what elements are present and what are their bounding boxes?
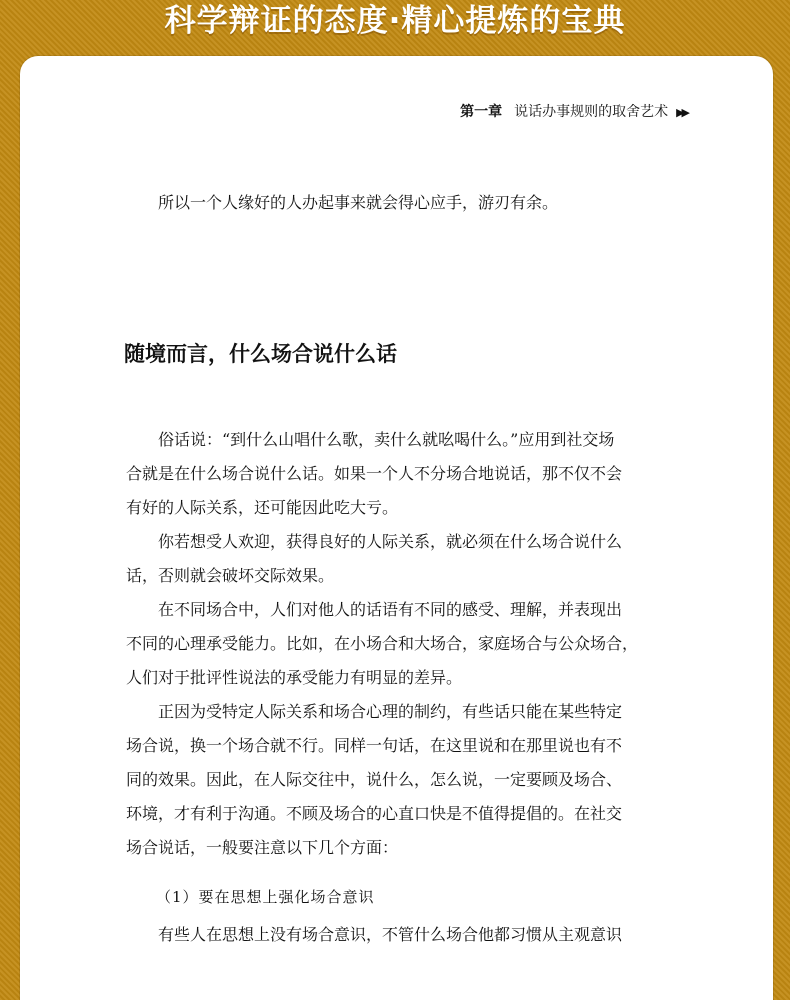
text-line: 合就是在什么场合说什么话。如果一个人不分场合地说话，那不仅不会	[126, 464, 623, 483]
section-body	[126, 423, 656, 865]
body-paragraph	[126, 423, 656, 525]
intro-paragraph: 所以一个人缘好的人办起事来就会得心应手，游刃有余。	[158, 193, 559, 212]
text-line: 同的效果。因此，在人际交往中，说什么，怎么说，一定要顾及场合、	[126, 770, 623, 789]
text-line: 有好的人际关系，还可能因此吃大亏。	[126, 498, 399, 517]
banner-title: 科学辩证的态度·精心提炼的宝典	[164, 3, 626, 39]
subheading: （1）要在思想上强化场合意识	[156, 888, 375, 906]
text-line: 正因为受特定人际关系和场合心理的制约，有些话只能在某些特定	[158, 702, 623, 721]
text-line: 你若想受人欢迎，获得良好的人际关系，就必须在什么场合说什么	[158, 532, 623, 551]
chapter-label: 第一章	[460, 104, 503, 120]
running-head	[460, 101, 687, 121]
sub-paragraph: 有些人在思想上没有场合意识，不管什么场合他都习惯从主观意识	[158, 925, 623, 944]
text-line: 场合说，换一个场合就不行。同样一句话，在这里说和在那里说也有不	[126, 736, 623, 755]
book-page	[20, 56, 773, 1000]
section-heading: 随境而言，什么场合说什么话	[124, 342, 397, 366]
text-line: 在不同场合中，人们对他人的话语有不同的感受、理解，并表现出	[158, 600, 623, 619]
double-arrow-icon: ▶▶	[676, 106, 687, 119]
text-line: 环境，才有利于沟通。不顾及场合的心直口快是不值得提倡的。在社交	[126, 804, 623, 823]
body-paragraph	[126, 593, 656, 695]
chapter-title: 说话办事规则的取舍艺术	[514, 104, 669, 120]
text-line: 不同的心理承受能力。比如，在小场合和大场合，家庭场合与公众场合，	[126, 634, 639, 653]
text-line: 话，否则就会破坏交际效果。	[126, 566, 335, 585]
body-paragraph	[126, 695, 656, 865]
body-paragraph	[126, 525, 656, 593]
text-line: 人们对于批评性说法的承受能力有明显的差异。	[126, 668, 463, 687]
text-line: 场合说话，一般要注意以下几个方面：	[126, 838, 399, 857]
text-line: 俗话说：“到什么山唱什么歌，卖什么就吆喝什么。”应用到社交场	[158, 430, 615, 449]
